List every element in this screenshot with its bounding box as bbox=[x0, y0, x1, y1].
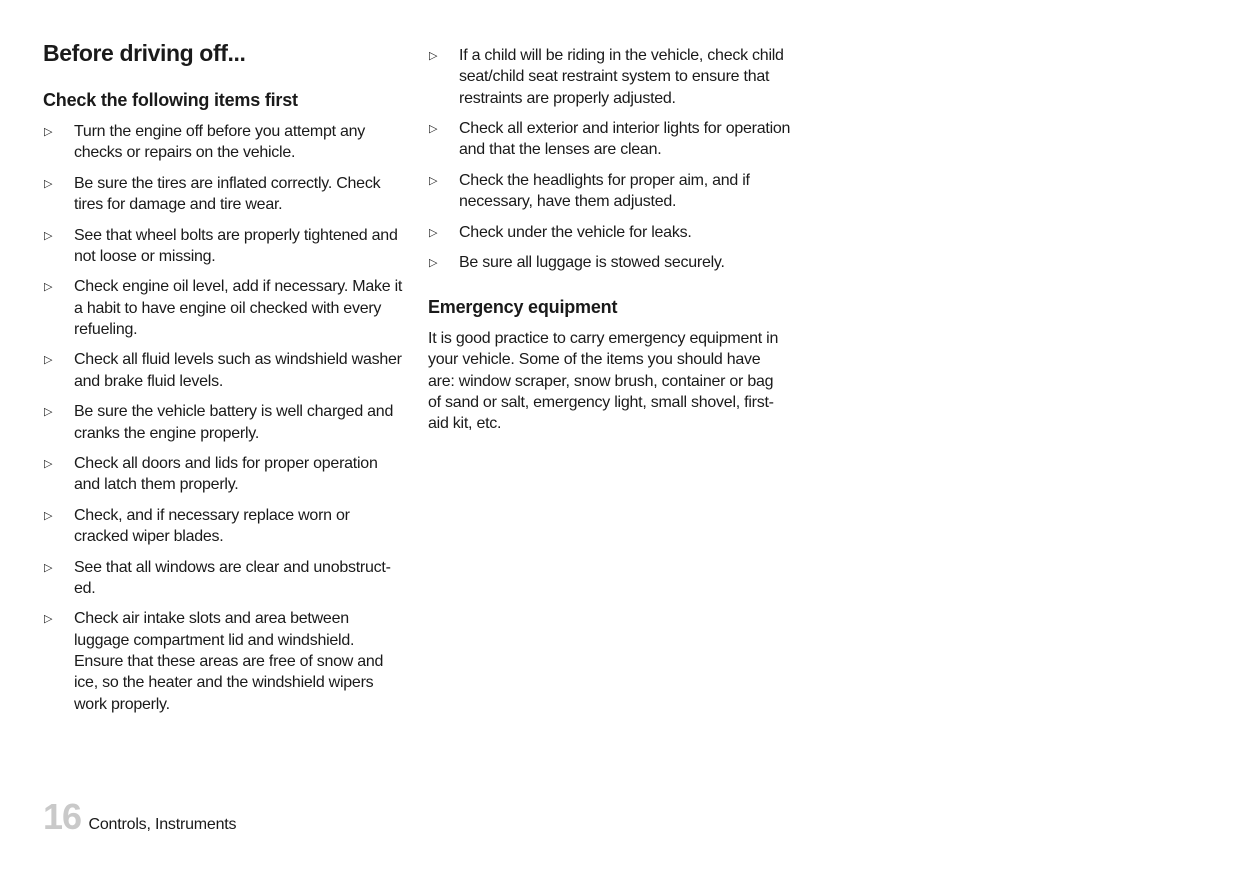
bullet-triangle-icon: ▷ bbox=[44, 406, 53, 419]
check-list-left bbox=[43, 121, 403, 724]
bullet-triangle-icon: ▷ bbox=[44, 613, 53, 626]
bullet-triangle-icon: ▷ bbox=[429, 226, 438, 239]
list-item: ▷ Check under the vehicle for leaks. bbox=[429, 223, 692, 241]
list-item: ▷ Check air intake slots and area between luggage compartment lid and windshield. Ensure that these areas are free of snow and ice, so the heater and the windshield wipers work properly. bbox=[44, 610, 384, 713]
page-footer bbox=[43, 796, 236, 836]
bullet-triangle-icon: ▷ bbox=[44, 509, 53, 522]
list-item: ▷ Check all doors and lids for proper operation and latch them properly. bbox=[44, 454, 378, 494]
bullet-triangle-icon: ▷ bbox=[44, 457, 53, 470]
bullet-triangle-icon: ▷ bbox=[429, 174, 438, 187]
list-item: ▷ Be sure all luggage is stowed securely. bbox=[429, 254, 725, 272]
bullet-triangle-icon: ▷ bbox=[44, 177, 53, 190]
list-item: ▷ Be sure the tires are inflated correctly. Check tires for damage and tire wear. bbox=[44, 174, 381, 214]
list-item: ▷ If a child will be riding in the vehicle, check child seat/child seat restraint system to ensure that restraints are properly adjusted. bbox=[429, 47, 784, 107]
emergency-equipment-heading: Emergency equipment bbox=[428, 297, 618, 317]
bullet-triangle-icon: ▷ bbox=[44, 354, 53, 367]
list-item: ▷ Check all fluid levels such as windshield washer and brake fluid levels. bbox=[44, 351, 402, 390]
bullet-triangle-icon: ▷ bbox=[429, 123, 438, 136]
bullet-triangle-icon: ▷ bbox=[44, 281, 53, 294]
list-item: ▷ Check engine oil level, add if necessary. Make it a habit to have engine oil checked with every refueling. bbox=[44, 278, 403, 338]
page-number: 16 bbox=[43, 796, 82, 837]
bullet-triangle-icon: ▷ bbox=[44, 126, 53, 138]
bullet-triangle-icon: ▷ bbox=[44, 561, 53, 574]
list-item: ▷ See that wheel bolts are properly tightened and not loose or missing. bbox=[44, 226, 398, 265]
page-title: Before driving off... bbox=[43, 40, 246, 66]
list-item: ▷ Turn the engine off before you attempt any checks or repairs on the vehicle. bbox=[44, 123, 366, 162]
check-list-right bbox=[428, 45, 793, 283]
footer-section-name: Controls, Instruments bbox=[88, 816, 237, 833]
emergency-equipment-text: It is good practice to carry emergency equipment in your vehicle. Some of the items you should have are: window scraper, snow brush, container or bag of sand or salt, emergency light, small shovel, first-aid kit, etc. bbox=[428, 330, 779, 433]
list-item: ▷ Check all exterior and interior lights for operation and that the lenses are clean. bbox=[429, 120, 791, 159]
list-item: ▷ See that all windows are clear and unobstruct-ed. bbox=[44, 558, 391, 597]
bullet-triangle-icon: ▷ bbox=[429, 50, 438, 62]
bullet-triangle-icon: ▷ bbox=[429, 257, 438, 270]
list-item: ▷ Be sure the vehicle battery is well charged and cranks the engine properly. bbox=[44, 403, 394, 442]
list-item: ▷ Check, and if necessary replace worn or cracked wiper blades. bbox=[44, 506, 350, 546]
list-item: ▷ Check the headlights for proper aim, and if necessary, have them adjusted. bbox=[429, 171, 750, 211]
bullet-triangle-icon: ▷ bbox=[44, 229, 53, 242]
check-items-heading: Check the following items first bbox=[43, 90, 298, 110]
